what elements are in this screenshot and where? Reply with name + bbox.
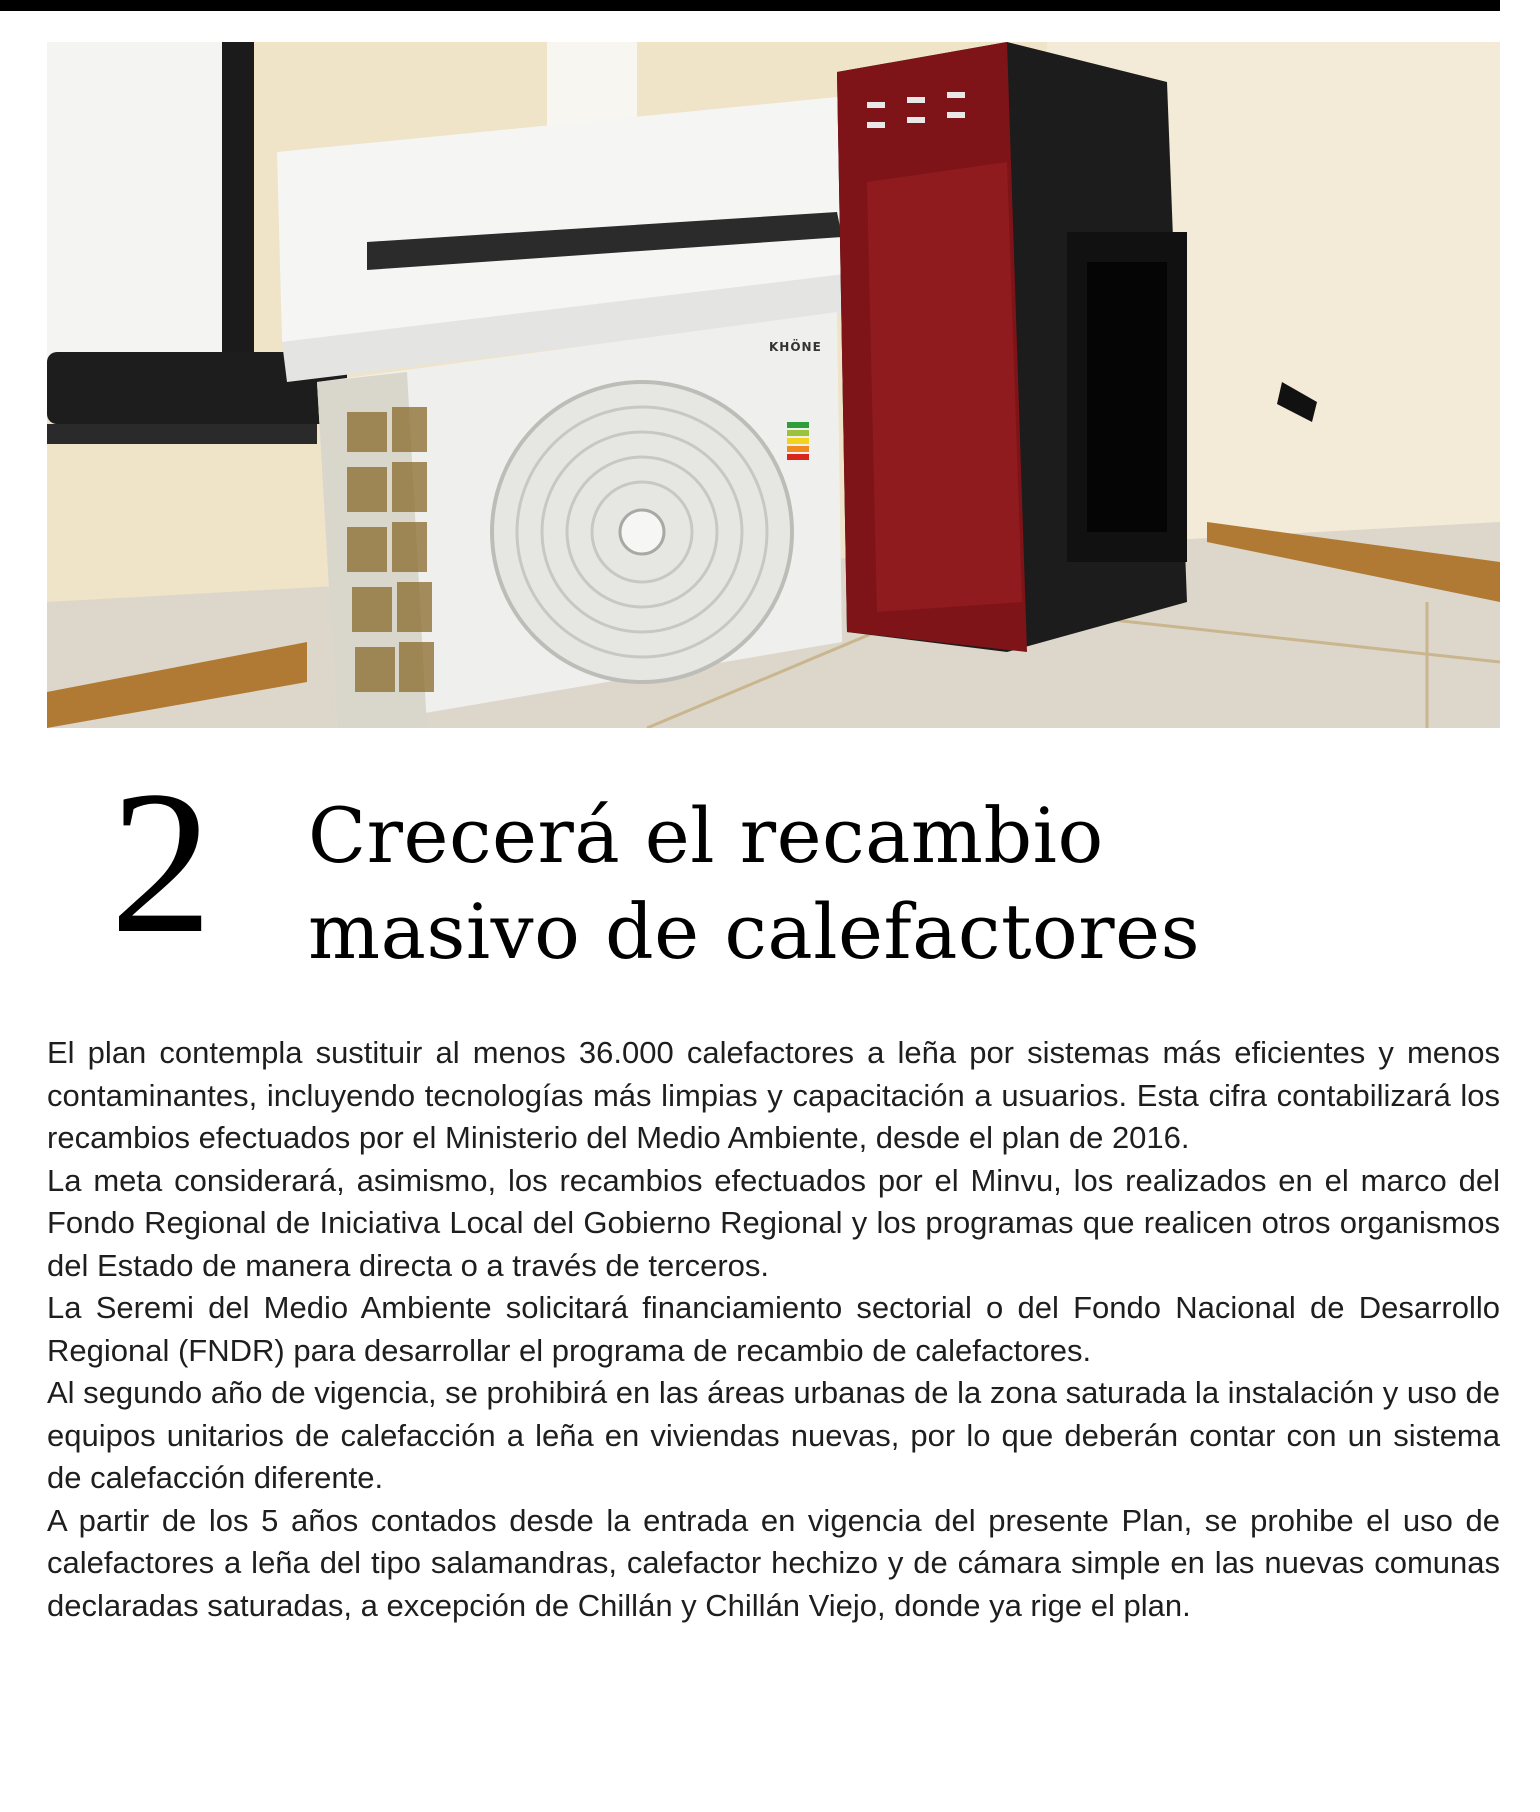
brand-label: KHÖNE [769,340,822,354]
title-line-2: masivo de calefactores [308,887,1201,976]
paragraph-4: Al segundo año de vigencia, se prohibirá en las áreas urbanas de la zona saturada la instalación y uso de equipos unitarios de calefacción a leña en viviendas nuevas, por lo que deberán contar con un sistema de calefacción diferente. [47,1375,1500,1495]
paragraph-5: A partir de los 5 años contados desde la entrada en vigencia del presente Plan, se prohibe el uso de calefactores a leña del tipo salamandras, calefactor hechizo y de cámara simple en las nuevas comunas declaradas saturadas, a excepción de Chillán y Chillán Viejo, donde ya rige el plan. [47,1502,1500,1623]
article-photo [47,42,1500,728]
article-title [308,788,1200,980]
paragraph-2: La meta considerará, asimismo, los recambios efectuados por el Minvu, los realizados en el marco del Fondo Regional de Iniciativa Local del Gobierno Regional y los programas que realicen otros organismos del Estado de manera directa o a través de terceros. [47,1162,1500,1283]
title-line-1: Crecerá el recambio [308,791,1104,880]
section-number: 2 [110,749,213,976]
top-rule [0,0,1500,11]
paragraph-3: La Seremi del Medio Ambiente solicitará financiamiento sectorial o del Fondo Nacional de Desarrollo Regional (FNDR) para desarrollar el programa de recambio de calefactores. [47,1290,1500,1368]
paragraph-1: El plan contempla sustituir al menos 36.000 calefactores a leña por sistemas más eficientes y menos contaminantes, incluyendo tecnologías más limpias y capacitación a usuarios. Esta cifra contabilizará los recambios efectuados por el Ministerio del Medio Ambiente, desde el plan de 2016. [47,1035,1500,1155]
article-body [47,1032,1500,1627]
article-headline [110,749,1490,1000]
